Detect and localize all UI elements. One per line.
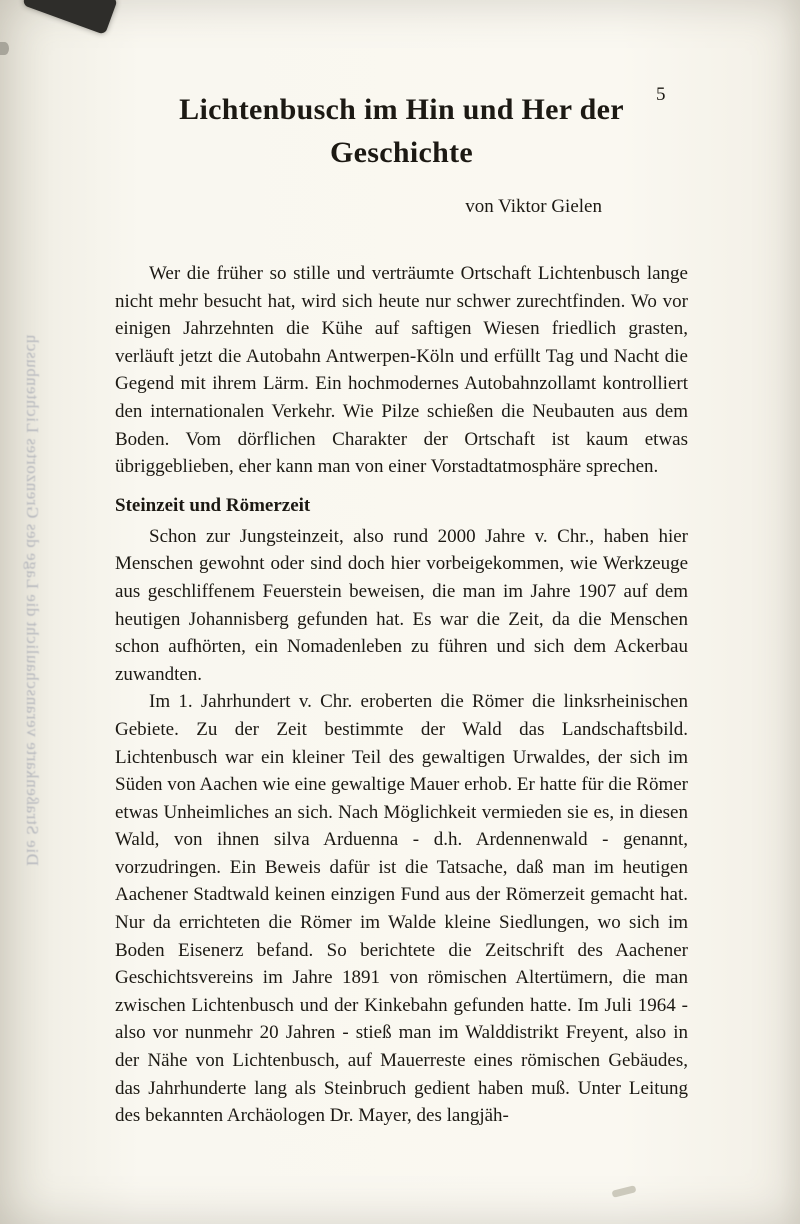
page-content [115, 0, 688, 1130]
scan-artifact-corner [22, 0, 118, 35]
paragraph-steinzeit: Schon zur Jungsteinzeit, also rund 2000 Jahre v. Chr., haben hier Menschen gewohnt oder sind doch hier vorbeigekommen, wie Werkzeuge aus geschliffenem Feuerstein beweisen, die man im Jahre 1907 auf dem heutigen Johannisberg gefunden hat. Es war die Zeit, da die Menschen schon aufhörten, ein Nomadenleben zu führen und sich dem Ackerbau zuwandten. [115, 525, 688, 685]
scan-artifact-bottom [612, 1185, 637, 1198]
section-heading: Steinzeit und Römerzeit [115, 494, 311, 516]
page-number: 5 [656, 84, 666, 105]
paragraph-roemerzeit: Im 1. Jahrhundert v. Chr. eroberten die Römer die linksrheinischen Gebiete. Zu der Zeit bestimmte der Wald das Landschaftsbild. Lichtenbusch war ein kleiner Teil des gewaltigen Urwaldes, der sich im Süden von Aachen wie eine gewaltige Mauer erhob. Er hatte für die Römer etwas Unheimliches an sich. Nach Möglichkeit vermieden sie es, in diesen Wald, von ihnen silva Arduenna - d.h. Ardennenwald - genannt, vorzudringen. Ein Beweis dafür ist die Tatsache, daß man im heutigen Aachener Stadtwald keinen einzigen Fund aus der Römerzeit gemacht hat. Nur da errichteten die Römer im Walde kleine Siedlungen, wo sich im Boden Eisenerz befand. So berichtete die Zeitschrift des Aachener Geschichtsvereins im Jahre 1891 von römischen Altertümern, die man zwischen Lichtenbusch und der Kinkebahn gefunden hatte. Im Juli 1964 - also vor nunmehr 20 Jahren - stieß man im Walddistrikt Freyent, also in der Nähe von Lichtenbusch, auf Mauerreste eines römischen Gebäudes, das Jahrhunderte lang als Steinbruch gedient haben muß. Unter Leitung des bekannten Archäologen Dr. Mayer, des langjäh- [115, 691, 688, 1127]
scan-artifact-smudge [0, 42, 9, 55]
article-title: Lichtenbusch im Hin und Her der Geschichte [179, 93, 624, 169]
paragraph-intro: Wer die früher so stille und verträumte Ortschaft Lichtenbusch lange nicht mehr besucht hat, wird sich heute nur schwer zurechtfinden. Wo vor einigen Jahrzehnten die Kühe auf saftigen Wiesen friedlich grasten, verläuft jetzt die Autobahn Antwerpen-Köln und erfüllt Tag und Nacht die Gegend mit ihrem Lärm. Ein hochmodernes Autobahnzollamt kontrolliert den internationalen Verkehr. Wie Pilze schießen die Neubauten aus dem Boden. Vom dörflichen Charakter der Ortschaft ist kaum etwas übriggeblieben, eher kann man von einer Vorstadtatmosphäre sprechen. [115, 263, 688, 478]
byline: von Viktor Gielen [465, 196, 602, 217]
bleedthrough-caption-text: Die Straßenkarte veranschaulicht die Lage des Grenzortes Lichtenbusch [23, 334, 42, 866]
